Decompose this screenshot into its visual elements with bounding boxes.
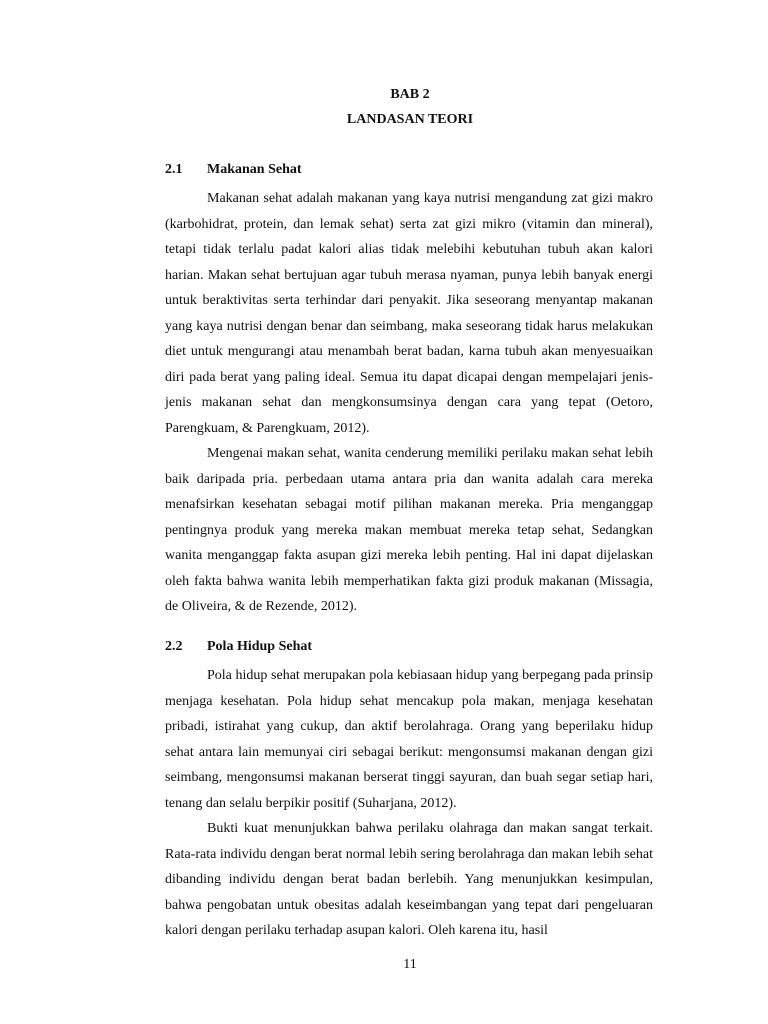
chapter-number: BAB 2 [390,87,430,102]
section-number: 2.1 [165,162,183,177]
section-heading [165,637,653,657]
chapter-title: LANDASAN TEORI [346,112,474,127]
section-pola-hidup-sehat [165,637,653,944]
paragraph: Makanan sehat adalah makanan yang kaya nutrisi mengandung zat gizi makro (karbohidrat, protein, dan lemak sehat) serta zat gizi mikro (vitamin dan mineral), tetapi tidak terlalu padat kalori alias tidak melebihi kebutuhan tubuh akan kalori harian. Makan sehat bertujuan agar tubuh merasa nyaman, punya lebih banyak energi untuk beraktivitas serta terhindar dari penyakit. Jika seseorang menyantap makanan yang kaya nutrisi dengan benar dan seimbang, maka seseorang tidak harus melakukan diet untuk mengurangi atau menambah berat badan, karna tubuh akan menyesuaikan diri pada berat yang paling ideal. Semua itu dapat dicapai dengan mempelajari jenis-jenis makanan sehat dan mengkonsumsinya dengan cara yang tepat (Oetoro, Parengkuam, & Parengkuam, 2012). [165,191,653,436]
section-title: Pola Hidup Sehat [207,639,313,654]
paragraph: Pola hidup sehat merupakan pola kebiasaan hidup yang berpegang pada prinsip menjaga kesehatan. Pola hidup sehat mencakup pola makan, menjaga kesehatan pribadi, istirahat yang cukup, dan aktif berolahraga. Orang yang beperilaku hidup sehat antara lain memunyai ciri sebagai berikut: mengonsumsi makanan dengan gizi seimbang, mengonsumsi makanan berserat tinggi sayuran, dan buah segar setiap hari, tenang dan selalu berpikir positif (Suharjana, 2012). [165,668,653,811]
section-title: Makanan Sehat [207,162,302,177]
section-heading [165,160,653,180]
section-makanan-sehat [165,160,653,620]
page-number: 11 [403,957,417,972]
paragraph: Bukti kuat menunjukkan bahwa perilaku olahraga dan makan sangat terkait. Rata-rata individu dengan berat normal lebih sering berolahraga dan makan lebih sehat dibanding individu dengan berat badan berlebih. Yang menunjukkan kesimpulan, bahwa pengobatan untuk obesitas adalah keseimbangan yang tepat dari pengeluaran kalori dengan perilaku terhadap asupan kalori. Oleh karena itu, hasil [165,821,653,938]
paragraph: Mengenai makan sehat, wanita cenderung memiliki perilaku makan sehat lebih baik daripada pria. perbedaan utama antara pria dan wanita adalah cara mereka menafsirkan kesehatan sebagai motif pilihan makanan mereka. Pria menganggap pentingnya produk yang mereka makan membuat mereka tetap sehat, Sedangkan wanita menganggap fakta asupan gizi mereka lebih penting. Hal ini dapat dijelaskan oleh fakta bahwa wanita lebih memperhatikan fakta gizi produk makanan (Missagia, de Oliveira, & de Rezende, 2012). [165,446,653,614]
section-number: 2.2 [165,639,183,654]
